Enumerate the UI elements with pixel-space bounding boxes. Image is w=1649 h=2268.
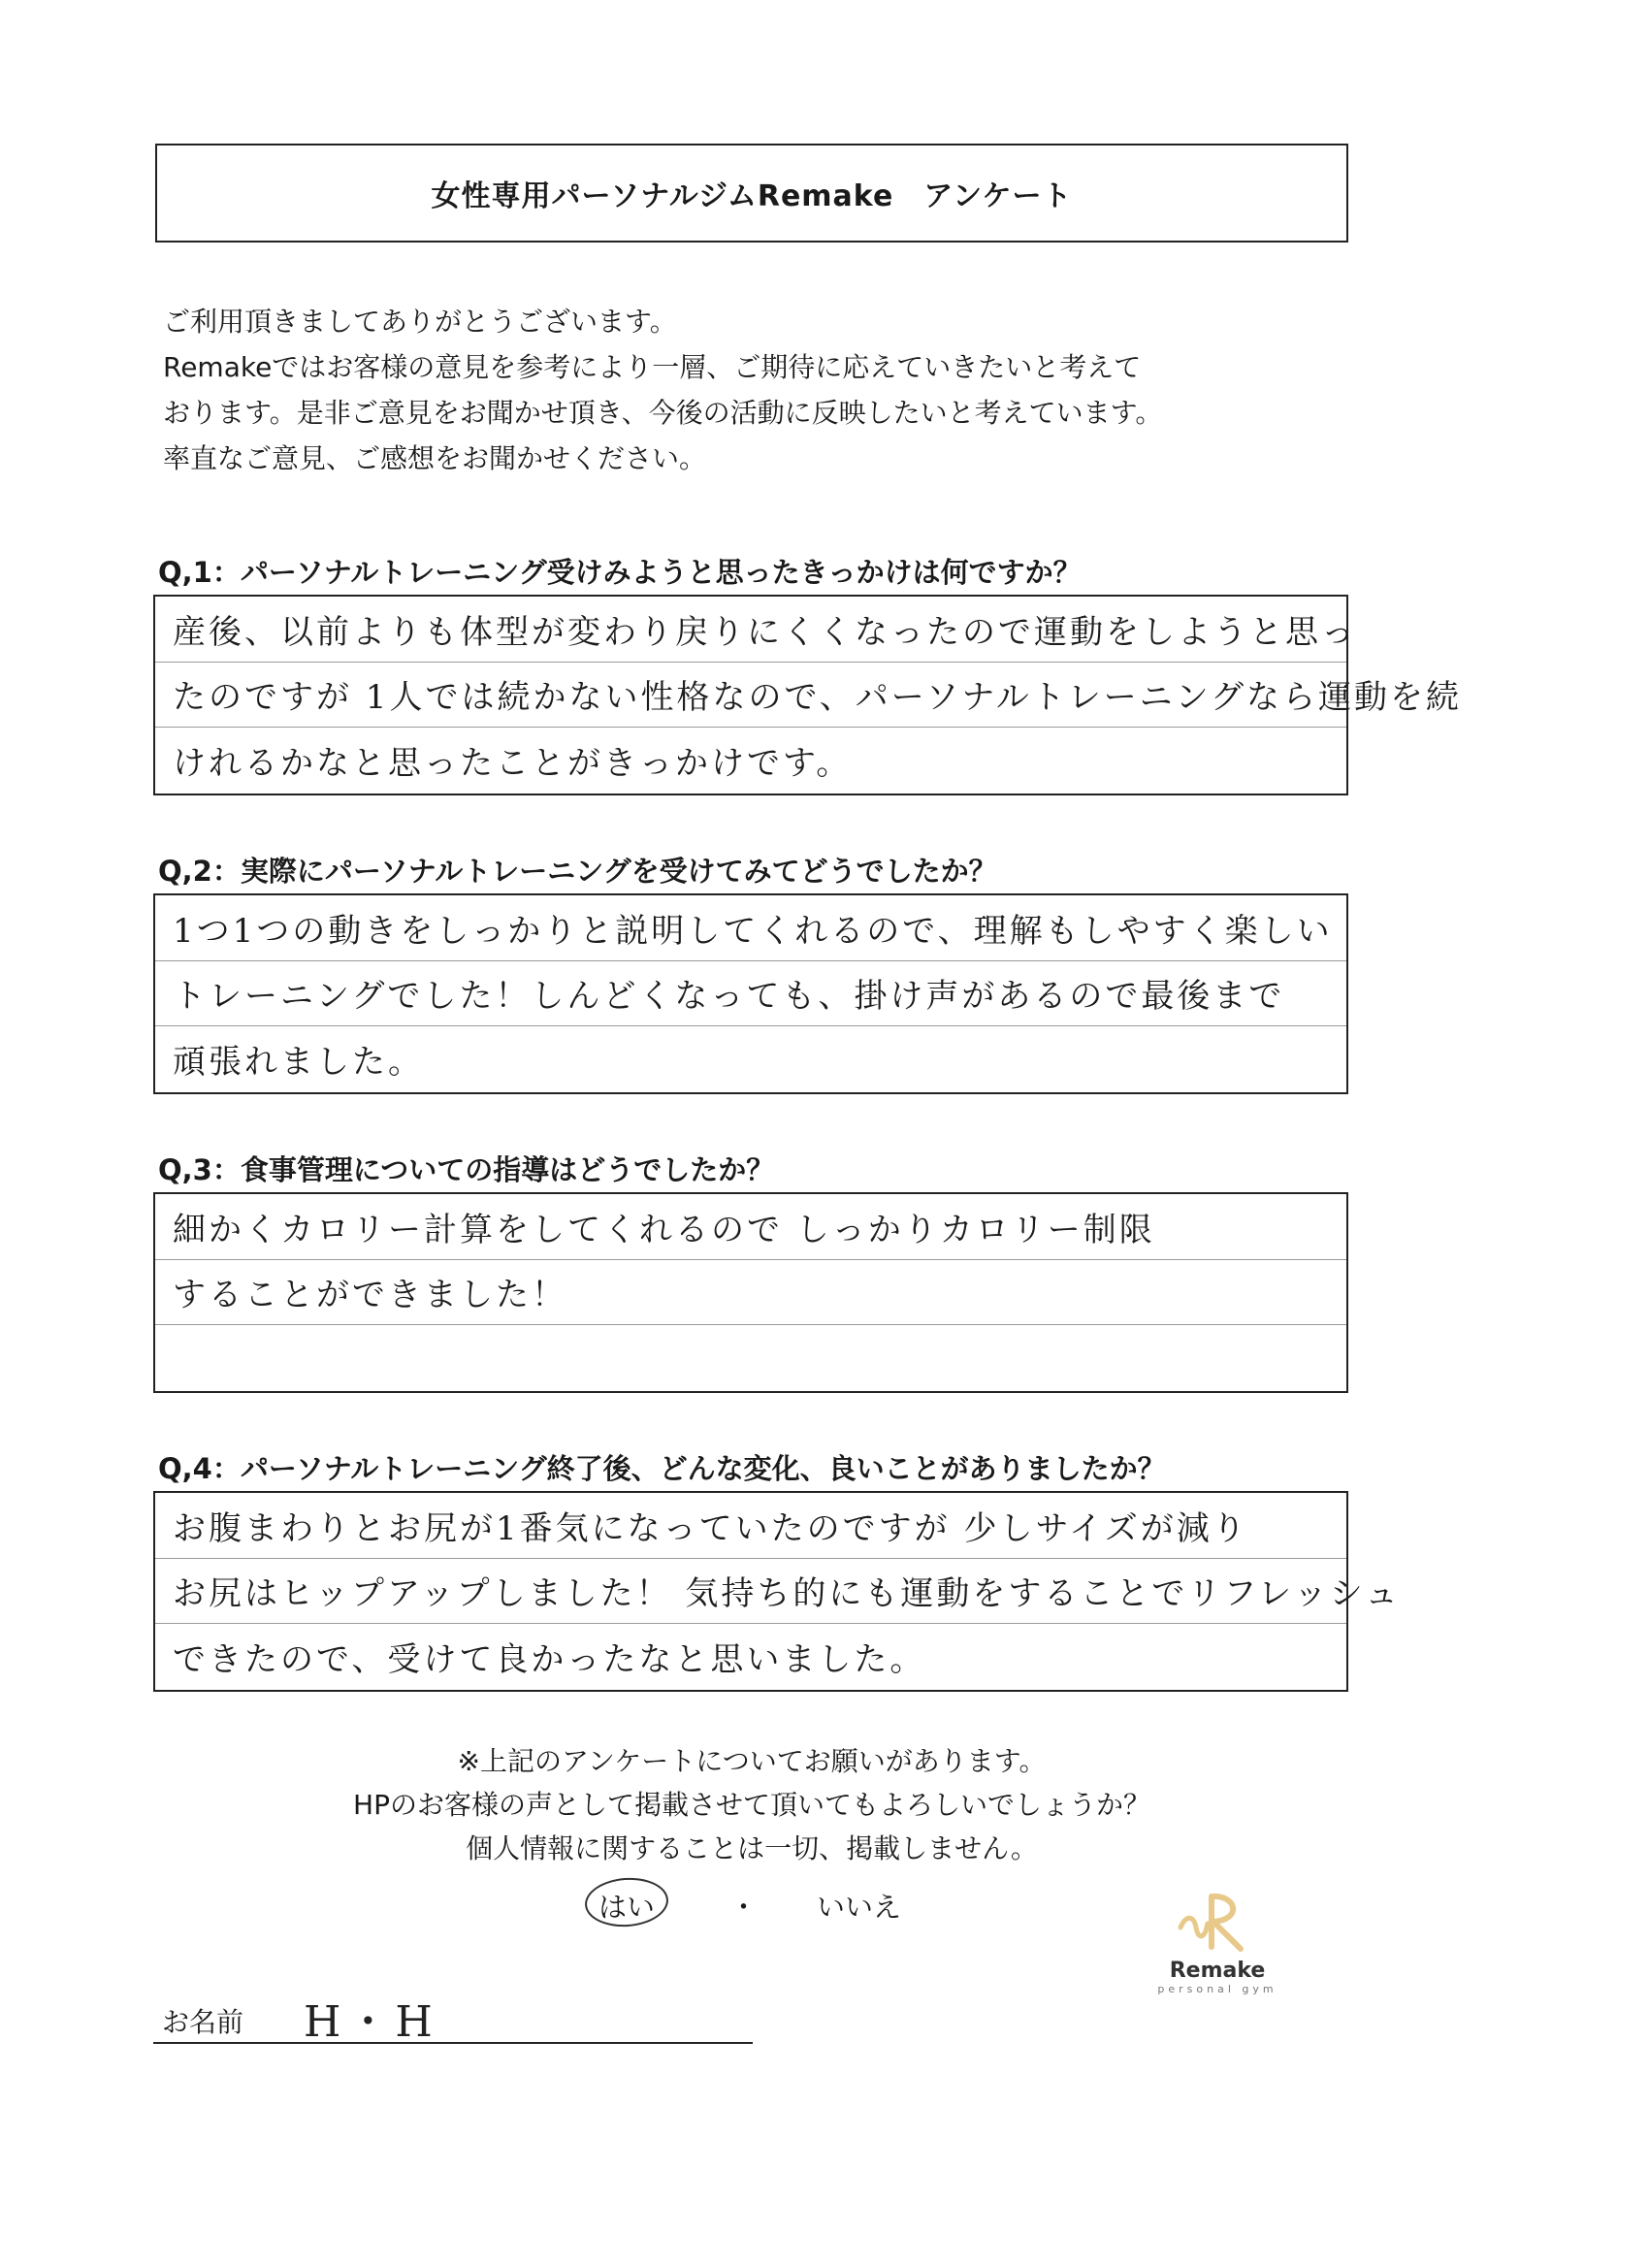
- consent-separator: ・: [729, 1891, 759, 1924]
- question-3-label: Q,3：食事管理についての指導はどうでしたか？: [158, 1153, 775, 1186]
- question-3-answer-box: [153, 1192, 1348, 1393]
- answer-line: お尻はヒップアップしました！ 気持ち的にも運動をすることでリフレッシュ: [155, 1559, 1346, 1625]
- answer-line: たのですが 1人では続かない性格なので、パーソナルトレーニングなら運動を続: [155, 663, 1346, 729]
- closing-line: 個人情報に関することは一切、掲載しません。: [466, 1832, 1038, 1864]
- answer-line: 産後、以前よりも体型が変わり戻りにくくなったので運動をしようと思っ: [155, 597, 1346, 663]
- question-1-answer-box: [153, 595, 1463, 795]
- answer-line: トレーニングでした！しんどくなっても、掛け声があるので最後まで: [155, 961, 1346, 1027]
- answer-line: けれるかなと思ったことがきっかけです。: [173, 744, 853, 784]
- intro-line: Remakeではお客様の意見を参考により一層、ご期待に応えていきたいと考えて: [163, 351, 1142, 383]
- answer-line: 頑張れました。: [173, 1043, 424, 1083]
- answer-line: できたので、受けて良かったなと思いました。: [173, 1640, 926, 1680]
- question-2-label: Q,2：実際にパーソナルトレーニングを受けてみてどうでしたか？: [158, 855, 997, 888]
- intro-line: ご利用頂きましてありがとうございます。: [163, 306, 677, 338]
- question-1-label: Q,1：パーソナルトレーニング受けみようと思ったきっかけは何ですか？: [158, 556, 1082, 589]
- answer-line: 細かくカロリー計算をしてくれるので しっかりカロリー制限: [155, 1194, 1346, 1260]
- remake-logo-icon: [1173, 1887, 1262, 1957]
- closing-line: ※上記のアンケートについてお願いがあります。: [457, 1745, 1047, 1777]
- name-value[interactable]: H・H: [304, 1997, 438, 2047]
- consent-yes-option[interactable]: はい: [598, 1891, 656, 1924]
- intro-text: [163, 299, 1327, 481]
- answer-line: することができました！: [155, 1260, 1346, 1326]
- logo-subtitle: personal gym: [1157, 1983, 1277, 1995]
- question-4-label: Q,4：パーソナルトレーニング終了後、どんな変化、良いことがありましたか？: [158, 1452, 1166, 1485]
- closing-text: [155, 1739, 1348, 1870]
- logo-brand-text: Remake: [1169, 1959, 1266, 1983]
- answer-line: お腹まわりとお尻が1番気になっていたのですが 少しサイズが減り: [155, 1493, 1346, 1559]
- name-underline: [153, 2042, 753, 2044]
- name-label: お名前: [162, 2006, 244, 2038]
- answer-line: 1つ1つの動きをしっかりと説明してくれるので、理解もしやすく楽しい: [155, 895, 1346, 961]
- answer-line: [155, 1325, 1346, 1391]
- intro-line: 率直なご意見、ご感想をお聞かせください。: [163, 442, 707, 474]
- consent-no-option[interactable]: いいえ: [817, 1891, 902, 1924]
- survey-title: 女性専用パーソナルジムRemake アンケート: [155, 144, 1348, 243]
- question-2-answer-box: [153, 893, 1348, 1094]
- intro-line: おります。是非ご意見をお聞かせ頂き、今後の活動に反映したいと考えています。: [163, 397, 1163, 429]
- question-4-answer-box: [153, 1491, 1402, 1692]
- remake-logo: [1135, 1887, 1300, 1995]
- closing-line: HPのお客様の声として掲載させて頂いてもよろしいでしょうか？: [353, 1789, 1150, 1821]
